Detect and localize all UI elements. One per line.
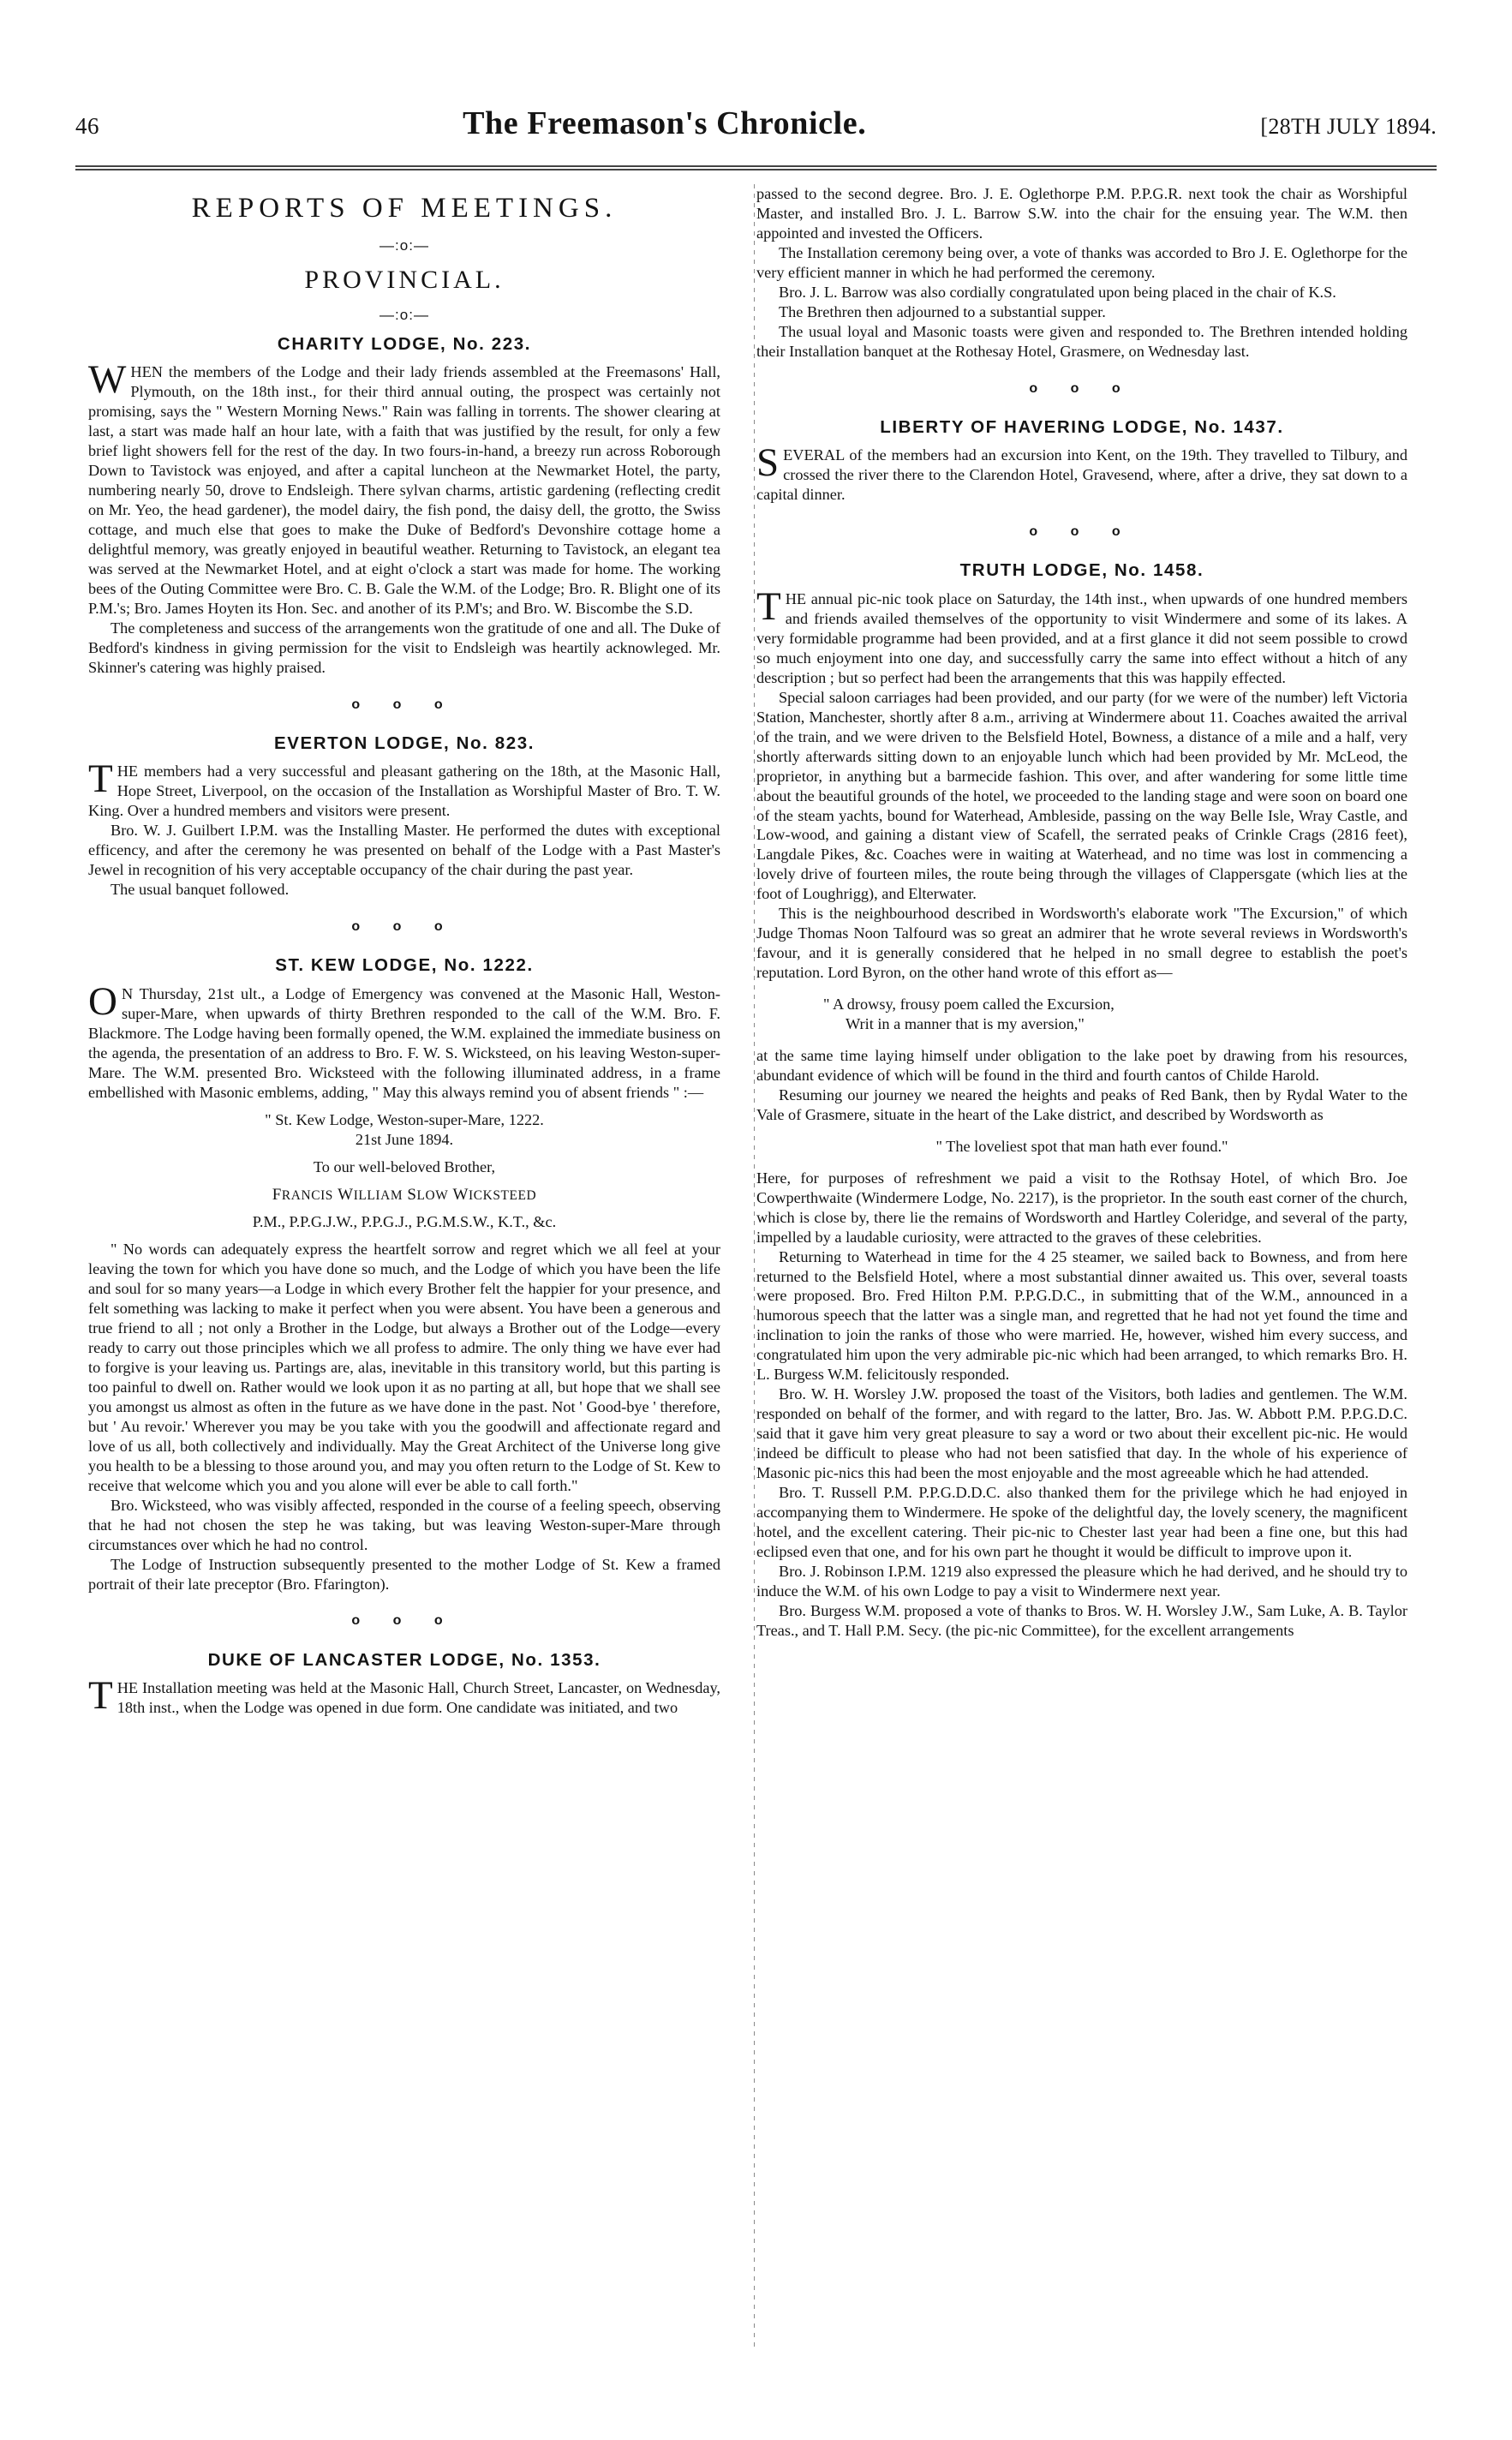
ornament-circles: o o o [351,919,457,935]
page-title: REPORTS OF MEETINGS. [191,193,618,224]
newspaper-title: The Freemason's Chronicle. [463,105,867,141]
page-folio-number: 46 [75,113,99,139]
ornament-circles: o o o [1029,524,1135,540]
article-paragraph: Bro. Burgess W.M. proposed a vote of thanks to Bros. W. H. Worsley J.W., Sam Luke, A. B. Taylor Treas., and T. Hall P.M. Secy. (the pic-nic Committee), for the excellent arrangements [756,1601,1407,1639]
address-lodge-line: " St. Kew Lodge, Weston-super-Mare, 1222. [265,1110,544,1128]
article-paragraph: The usual banquet followed. [111,881,290,899]
ornament-circles: o o o [351,1613,457,1629]
article-paragraph: Resuming our journey we neared the heights and peaks of Red Bank, then by Rydal Water to the Vale of Grasmere, situate in the heart of the Lake district, and described by Wordsworth as [756,1085,1407,1123]
article-paragraph: SEVERAL of the members had an excursion into Kent, on the 19th. They travelled to Tilbury, and crossed the river there to the Clarendon Hotel, Gravesend, where, after a drive, they sat down to a capital dinner. [756,440,1407,504]
article-paragraph: THE annual pic-nic took place on Saturday, the 14th inst., when upwards of one hundred members and friends availed themselves of the opportunity to visit Windermere and some of its lakes. A very formidable programme had been provided, and at a first glance it did not seem possible to crowd so much enjoyment into one day, and successfully carry the same into effect without a hitch of any description ; but so perfect had been the arrangements that this was happily effected. [756,584,1407,686]
article-paragraph: THE members had a very successful and pleasant gathering on the 18th, at the Masonic Hall, Hope Street, Liverpool, on the occasion of the Installation as Worshipful Master of Bro. T. W. King. Over a hundred members and visitors were present. [88,757,720,820]
article-paragraph: Here, for purposes of refreshment we paid a visit to the Rothsay Hotel, of which Bro. Joe Cowperthwaite (Windermere Lodge, No. 2217), is the proprietor. In the south east corner of the church, which is close by, there lie the remains of Wordsworth and Hartley Coleridge, and several of the party, impelled by a laudable curiosity, were attracted to the graves of these celebrities. [756,1169,1407,1246]
ornament-circles: o o o [351,697,457,712]
verse-line: " A drowsy, frousy poem called the Excursion, [823,996,1115,1014]
left-column [88,184,739,1718]
masthead [75,105,1437,158]
article-heading-charity-lodge: CHARITY LODGE, No. 223. [277,333,532,354]
article-paragraph: THE Installation meeting was held at the Masonic Hall, Church Street, Lancaster, on Wednesday, 18th inst., when the Lodge was opened in due form. One candidate was initiated, and two [88,1673,720,1719]
address-salutation: To our well-beloved Brother, [313,1157,496,1175]
address-honours-line: P.M., P.P.G.J.W., P.P.G.J., P.G.M.S.W., K.T., &c. [252,1213,557,1231]
article-heading-everton-lodge: EVERTON LODGE, No. 823. [273,733,535,753]
article-paragraph: Bro. W. H. Worsley J.W. proposed the toast of the Visitors, both ladies and gentlemen. The W.M. responded on behalf of the former, and with regard to the latter, Bro. Jas. W. Abbott P.M. P.P.G.D.C. said that it gave him very great pleasure to say a word or two about their excellent pic-nic. He would indeed be difficult to please who had not been satisfied that day. In the whole of his experience of Masonic pic-nics this had been the most enjoyable and the most agreeable which he had attended. [756,1385,1407,1482]
two-column-body [88,184,1425,1718]
ornament-circles: o o o [1029,380,1135,396]
continued-paragraph: passed to the second degree. Bro. J. E. Oglethorpe P.M. P.P.G.R. next took the chair as Worshipful Master, and installed Bro. J. L. Barrow S.W. into the chair for the ensuing year. The W.M. then appointed and invested the Officers. [756,185,1407,242]
section-subtitle: PROVINCIAL. [304,265,505,294]
masthead-rule [75,165,1437,170]
article-heading-st-kew-lodge: ST. KEW LODGE, No. 1222. [275,955,534,976]
article-paragraph: Returning to Waterhead in time for the 4 25 steamer, we sailed back to Bowness, and from here returned to the Belsfield Hotel, where a most substantial dinner awaited us. This over, several toasts were proposed. Bro. Fred Hilton P.M. P.P.G.D.C., in submitting that of the W.M., announced in a humorous speech that the latter was a single man, and regretted that he had not yet found the time and inclination to join the ranks of those who were married. He, however, wished him every success, and congratulated him upon the very admirable pic-nic which had been arranged, to which remarks Bro. H. L. Burgess W.M. felicitously responded. [756,1247,1407,1384]
ornament-dash-1: —:o:— [379,237,429,254]
article-paragraph: The Lodge of Instruction subsequently presented to the mother Lodge of St. Kew a framed portrait of their late preceptor (Bro. Ffarington). [88,1555,720,1593]
right-column [756,184,1407,1718]
continued-paragraph: Bro. J. L. Barrow was also cordially congratulated upon being placed in the chair of K.S. [779,283,1336,301]
address-date-line: 21st June 1894. [355,1130,454,1148]
article-paragraph: Special saloon carriages had been provided, and our party (for we were of the number) left Victoria Station, Manchester, shortly after 8 a.m., arriving at Windermere about 11. Coaches awaited the arrival of the train, and we were driven to the Belsfield Hotel, Bowness, a distance of a mile and a half, very shortly afterwards sitting down to an enjoyable lunch which had been provided by Mr. McLeod, the proprietor, in anything but a barmecide fashion. This over, and after wandering for some little time about the beautiful grounds of the hotel, we proceeded to the landing stage and were soon on board one of the steam yachts, bound for Waterhead, Ambleside, passing on the way Belle Isle, Wray Castle, and Low-wood, and gaining a distant view of Scafell, the serrated peaks of Crinkle Crags (2816 feet), Langdale Pikes, &c. Coaches were in waiting at Waterhead, and no time was lost in commencing a lovely drive of fourteen miles, the route being through the villages of Clappersgate (which lies at the foot of Loughrigg), and Elterwater. [756,688,1407,903]
article-paragraph: ON Thursday, 21st ult., a Lodge of Emergency was convened at the Masonic Hall, Weston-super-Mare, when upwards of thirty Brethren responded to the call of the W.M. Bro. F. Blackmore. The Lodge having been formally opened, the W.M. explained the immediate business on the agenda, the presentation of an address to Bro. F. W. S. Wicksteed, on his leaving Weston-super-Mare. The W.M. presented Bro. Wicksteed with the following illuminated address, in a frame embellished with Masonic emblems, adding, " May this always remind you of absent friends " :— [88,978,720,1101]
article-paragraph: The completeness and success of the arrangements won the gratitude of one and all. The Duke of Bedford's kindness in giving permission for the visit to Endsleigh was heartily acknowleged. Mr. Skinner's catering was highly praised. [88,619,720,676]
issue-date: [28TH JULY 1894. [1260,114,1437,139]
article-paragraph: This is the neighbourhood described in Wordsworth's elaborate work "The Excursion," of which Judge Thomas Noon Talfourd was so great an admirer that he wrote several reviews in Wordsworth's favour, and it is generally considered that he helped in no small degree to establish the poet's reputation. Lord Byron, on the other hand wrote of this effort as— [756,905,1407,982]
article-heading-liberty-of-havering-lodge: LIBERTY OF HAVERING LODGE, No. 1437. [880,416,1284,437]
continued-paragraph: The Brethren then adjourned to a substantial supper. [779,302,1106,320]
continued-paragraph: The usual loyal and Masonic toasts were given and responded to. The Brethren intended holding their Installation banquet at the Rothesay Hotel, Grasmere, on Wednesday last. [756,322,1407,360]
ornament-dash-2: —:o:— [379,307,429,324]
article-paragraph: Bro. J. Robinson I.P.M. 1219 also expressed the pleasure which he had derived, and he should try to induce the W.M. of his own Lodge to pay a visit to Windermere next year. [756,1562,1407,1600]
byron-verse-quote [756,995,1407,1034]
article-paragraph: Bro. Wicksteed, who was visibly affected, responded in the course of a feeling speech, observing that he had not chosen the step he was taking, but was leaving Weston-super-Mare through circumstances over which he had no control. [88,1496,720,1553]
address-recipient-name: FRANCIS WILLIAM SLOW WICKSTEED [272,1185,537,1204]
article-paragraph: at the same time laying himself under obligation to the lake poet by drawing from his resources, abundant evidence of which will be found in the third and fourth cantos of Childe Harold. [756,1047,1407,1084]
article-paragraph: WHEN the members of the Lodge and their lady friends assembled at the Freemasons' Hall, Plymouth, on the 18th inst., for their third annual outing, the prospect was certainly not promising, says the " Western Morning News." Rain was falling in torrents. The shower clearing at last, a start was made half an hour late, with a faith that was justified by the result, for only a few brief light showers fell for the rest of the day. In two fours-in-hand, a breezy run across Roborough Down to Tavistock was enjoyed, and after a capital luncheon at the Newmarket Hotel, the party, numbering nearly 50, drove to Endsleigh. There sylvan charms, artistic gardening (reflecting credit on Mr. Yeo, the head gardener), the model dairy, the fish pond, the daisy dell, the grotto, the Swiss cottage, and much else that goes to make the Duke of Bedford's Devonshire cottage home a delightful memory, was greatly enjoyed in beautiful weather. Returning to Tavistock, an elegant tea was served at the Newmarket Hotel, and at eight o'clock a start was made for home. The working bees of the Outing Committee were Bro. C. B. Gale the W.M. of the Lodge; Bro. R. Blight one of its P.M.'s; Bro. James Hoyten its Hon. Sec. and another of its P.M's; and Bro. W. Biscombe the S.D. [88,357,720,617]
article-heading-duke-of-lancaster-lodge: DUKE OF LANCASTER LODGE, No. 1353. [207,1649,601,1670]
article-heading-truth-lodge: TRUTH LODGE, No. 1458. [959,560,1204,581]
address-letter-paragraph: " No words can adequately express the heartfelt sorrow and regret which we all feel at your leaving the town for which you have done so much, and the Lodge of which you have been the life and soul for so many years—a Lodge in which every Brother felt the happier for your presence, and felt something was lacking to make it perfect when you were absent. You have been a generous and true friend to all ; not only a Brother in the Lodge, but always a Brother out of the Lodge—every ready to carry out those principles which we all profess to admire. The only thing we have ever had to forgive is your leaving us. Partings are, alas, inevitable in this transitory world, but this parting is too painful to dwell on. Rather would we look upon it as no parting at all, but hope that we shall see you amongst us almost as often in the future as we have done in the past. Not ' Good-bye ' therefore, but ' Au revoir.' Wherever you may be you take with you the goodwill and affectionate regard and love of us all, both collectively and individually. May the Great Architect of the Universe long give you health to be a blessing to those around you, and may you often return to the Lodge of St. Kew to receive that welcome which you and you alone will ever be able to call forth." [88,1241,720,1494]
continued-paragraph: The Installation ceremony being over, a vote of thanks was accorded to Bro J. E. Oglethorpe for the very efficient manner in which he had performed the ceremony. [756,243,1407,281]
verse-line: Writ in a manner that is my aversion," [846,1015,1085,1033]
wordsworth-quote: " The loveliest spot that man hath ever found." [935,1137,1228,1155]
article-paragraph: Bro. T. Russell P.M. P.P.G.D.D.C. also thanked them for the privilege which he had enjoyed in accompanying them to Windermere. He spoke of the delightful day, the lovely scenery, the magnificent hotel, and the excellent catering. Their pic-nic to Chester last year had been a fine one, but this had eclipsed even that one, and for his own part he thought it would be difficult to improve upon it. [756,1484,1407,1560]
article-paragraph: Bro. W. J. Guilbert I.P.M. was the Installing Master. He performed the dutes with exceptional efficency, and after the ceremony he was presented on behalf of the Lodge with a Past Master's Jewel in recognition of his very acceptable occupancy of the chair during the past year. [88,822,720,879]
